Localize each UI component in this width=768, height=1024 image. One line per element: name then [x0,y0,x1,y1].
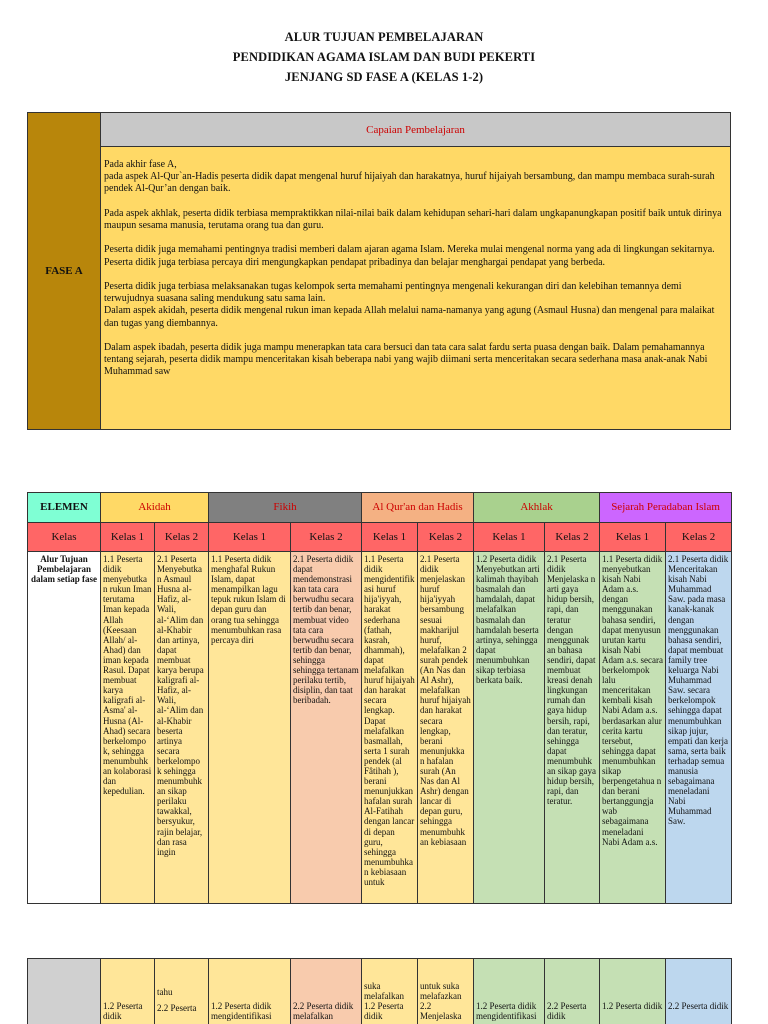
row-label-empty [28,959,101,1024]
capaian-table [27,112,731,430]
cell-sejarah-1: 1.1 Peserta didik menyebutkan kisah Nabi Adam a.s. dengan menggunakan bahasa sendiri, dapat menyusun urutan kartu kisah Nabi Adam a.s. secara berkelompok lalu menceritakan kembali kisah Nabi Adam a.s. berdasarkan alur cerita kartu tersebut, sehingga dapat menumbuhkan sikap berpengetahua n dan berani bertanggungja wab sebagaimana meneladani Nabi Adam a.s. [600,552,666,904]
kelas-2-fikih: Kelas 2 [291,523,362,552]
kelas-1-sejarah: Kelas 1 [600,523,666,552]
capaian-p2: Pada aspek akhlak, peserta didik terbiasa mempraktikkan nilai-nilai baik dalam kehidupan sehari-hari dalam ungkapanungkapan positif baik untuk dirinya maupun sesama manusia, terutama orang tua dan guru. [104,207,722,231]
kelas-2-sejarah: Kelas 2 [666,523,732,552]
next-akhlak-1: 1.2 Peserta didik mengidentifikasi [474,959,545,1024]
capaian-p3: Peserta didik juga memahami pentingnya tradisi memberi dalam ajaran agama Islam. Mereka mulai mengenal norma yang ada di lingkungan sekitarnya. Peserta didik juga terbiasa percaya diri mengungkapkan pendapat pribadinya dan belajar menghargai pendapat yang berbeda. [104,244,715,268]
element-quran-hadis: Al Qur'an dan Hadis [362,493,474,523]
capaian-p5: Dalam aspek akidah, peserta didik mengenal rukun iman kepada Allah melalui nama-namanya yang agung (Asmaul Husna) dan mengenal para malaikat dan tugas yang diembannya. [104,305,715,329]
capaian-p4: Peserta didik juga terbiasa melaksanakan tugas kelompok serta memahami pentingnya mengenali kekurangan diri dan kelebihan temannya demi terwujudnya suasana saling mendukung satu sama lain. [104,280,682,305]
next-quran-1-bottom: 1.2 Peserta didik [364,1001,404,1022]
kelas-1-fikih: Kelas 1 [209,523,291,552]
cell-akhlak-2: 2.1 Peserta didik Menjelaska n arti gaya hidup bersih, rapi, dan teratur dengan menggunak an bahasa sendiri, dapat membuat kreasi denah lingkungan rumah dan gaya hidup bersih, rapi, dan teratur, sehingga dapat menumbuhk an sikap gaya hidup bersih, rapi, dan teratur. [545,552,600,904]
capaian-p1b: pada aspek Al-Qur`an-Hadis peserta didik dapat mengenal huruf hijaiyah dan harakatnya, huruf hijaiyah bersambung, dan mampu membaca surah-surah pendek Al-Qur’an dengan baik. [104,171,715,195]
cell-sejarah-2: 2.1 Peserta didik Menceritakan kisah Nabi Muhammad Saw. pada masa kanak-kanak dengan menggunakan bahasa sendiri, dapat membuat family tree keluarga Nabi Muhammad Saw. secara berkelompok sehingga dapat menumbuhkan sikap jujur, empati dan kerja sama, serta baik terhadap semua manusia sebagaimana meneladani Nabi Muhammad Saw. [666,552,732,904]
row-label-alur: Alur Tujuan Pembelajaran dalam setiap fase [28,552,101,904]
next-quran-1 [362,959,418,1024]
next-sejarah-1: 1.2 Peserta didik [600,959,666,1024]
capaian-body [101,147,731,430]
next-akidah-2-bottom: 2.2 Peserta [157,1003,197,1014]
kelas-1-akidah: Kelas 1 [101,523,155,552]
alur-table [27,492,732,904]
cell-akidah-1: 1.1 Peserta didik menyebutka n rukun Iman terutama Iman kepada Allah (Keesaan Allah/ al-Ahad) dan iman kepada Rasul. Dapat membuat karya kaligrafi al-Asma' al-Husna (Al-Ahad) secara berkelompo k, sehingga menumbuhk an kolaborasi dan kepedulian. [101,552,155,904]
element-sejarah: Sejarah Peradaban Islam [600,493,732,523]
cell-akidah-2: 2.1 Peserta Menyebutka n Asmaul Husna al-Hafiz, al-Wali, al-‘Alim dan al-Khabir dan artinya, dapat membuat karya berupa kaligrafi al-Hafiz, al-Wali, al-‘Alim dan al-Khabir beserta artinya secara berkelompo k sehingga menumbuhk an sikap perilaku tawakkal, bersyukur, rajin belajar, dan rasa ingin [155,552,209,904]
cell-akhlak-1: 1.2 Peserta didik Menyebutkan arti kalimah thayibah basmalah dan hamdalah, dapat melafalkan basmalah dan hamdalah beserta artinya, sehingga dapat menumbuhkan sikap terbiasa berkata baik. [474,552,545,904]
next-fikih-1: 1.2 Peserta didik mengidentifikasi [209,959,291,1024]
kelas-1-akhlak: Kelas 1 [474,523,545,552]
capaian-header: Capaian Pembelajaran [101,113,731,147]
cell-quran-1: 1.1 Peserta didik mengidentifik asi huruf hija'iyyah, harakat sederhana (fathah, kasrah, dhammah), dapat melafalkan huruf hijaiyah dan harakat secara lengkap. Dapat melafalkan basmallah, serta 1 surah pendek (al Fâtihah ), berani menunjukkan hafalan surah Al-Fatihah dengan lancar di depan guru, sehingga menumbuhka n kebiasaan untuk [362,552,418,904]
next-fikih-2: 2.2 Peserta didik melafalkan [291,959,362,1024]
next-akidah-2-top: tahu [157,987,173,997]
element-akhlak: Akhlak [474,493,600,523]
kelas-header: Kelas [28,523,101,552]
elemen-header: ELEMEN [28,493,101,523]
alur-table-continued [27,958,732,1024]
next-akhlak-2: 2.2 Peserta didik [545,959,600,1024]
kelas-2-quran: Kelas 2 [418,523,474,552]
capaian-p1a: Pada akhir fase A, [104,159,177,170]
kelas-2-akhlak: Kelas 2 [545,523,600,552]
element-akidah: Akidah [101,493,209,523]
next-sejarah-2: 2.2 Peserta didik [666,959,732,1024]
document-title [0,27,768,87]
cell-fikih-2: 2.1 Peserta didik dapat mendemonstrasi kan tata cara berwudhu secara tertib dan benar, membuat video tata cara berwudhu secara tertib dan benar, sehingga sehingga tertanam perilaku tertib, disiplin, dan taat beribadah. [291,552,362,904]
title-line-1: ALUR TUJUAN PEMBELAJARAN [284,30,484,44]
next-quran-2-top: untuk suka melafazkan [420,981,462,1002]
element-fikih: Fikih [209,493,362,523]
next-quran-2-bottom: 2.2 Menjelaska [420,1001,462,1022]
next-akidah-1: 1.2 Peserta didik [101,959,155,1024]
cell-quran-2: 2.1 Peserta didik menjelaskan huruf hija'iyyah bersambung sesuai makharijul huruf, melafalkan 2 surah pendek (An Nas dan Al Ashr), melafalkan huruf hijaiyah dan harakat secara lengkap, berani menunjukka n hafalan surah (An Nas dan Al Ashr) dengan lancar di depan guru, sehingga menumbuhk an kebiasaan [418,552,474,904]
fase-label: FASE A [28,113,101,430]
capaian-p6: Dalam aspek ibadah, peserta didik juga mampu menerapkan tata cara bersuci dan tata cara salat fardu serta puasa dengan baik. Dalam pemahamannya tentang sejarah, peserta didik mampu menceritakan kisah beberapa nabi yang wajib diimani serta menceritakan secara sederhana masa anak-anak Nabi Muhammad saw [104,341,708,378]
cell-fikih-1: 1.1 Peserta didik menghafal Rukun Islam, dapat menampilkan lagu tepuk rukun Islam di depan guru dan orang tua sehingga menumbuhkan rasa percaya diri [209,552,291,904]
next-akidah-2 [155,959,209,1024]
next-quran-1-top: suka melafalkan [364,981,404,1002]
title-line-3: JENJANG SD FASE A (KELAS 1-2) [284,70,484,84]
kelas-1-quran: Kelas 1 [362,523,418,552]
title-line-2: PENDIDIKAN AGAMA ISLAM DAN BUDI PEKERTI [232,50,536,64]
kelas-2-akidah: Kelas 2 [155,523,209,552]
next-quran-2 [418,959,474,1024]
